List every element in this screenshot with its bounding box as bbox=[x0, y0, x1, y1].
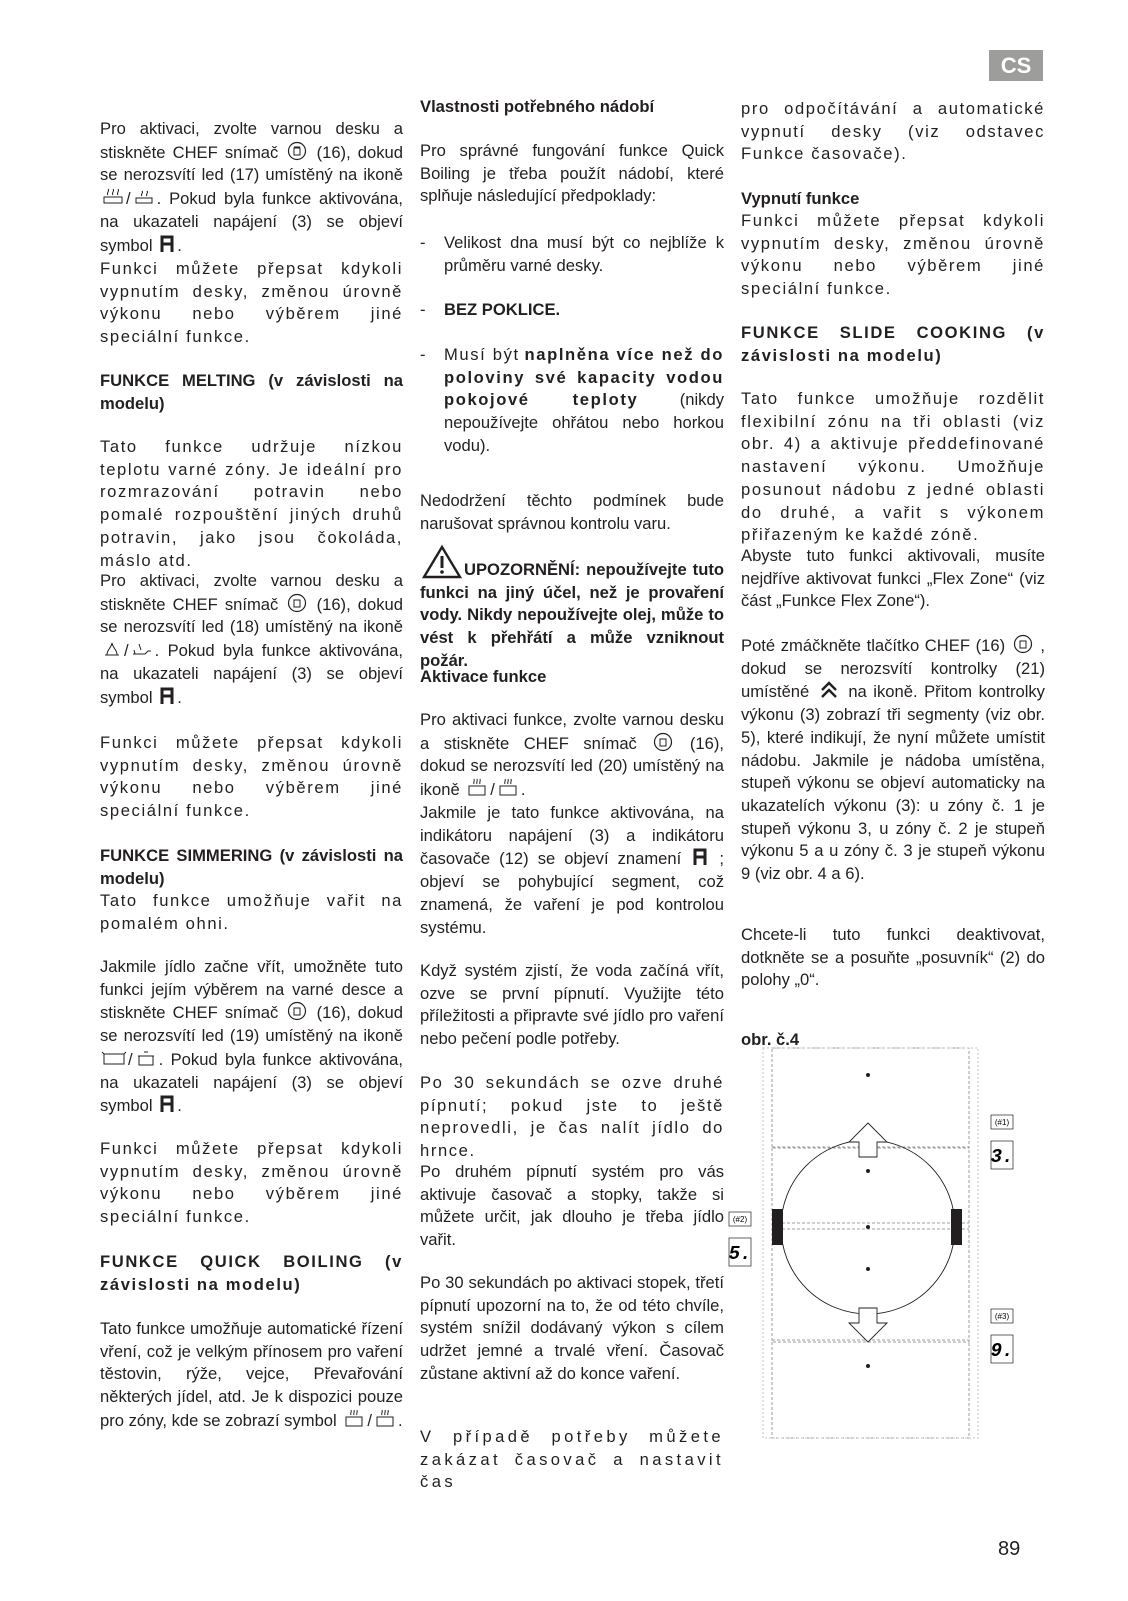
paragraph: Pro správné fungování funkce Quick Boiling je třeba použít nádobí, které splňuje následující předpoklady: bbox=[420, 141, 724, 206]
list-item: - Velikost dna musí být co nejblíže k průměru varné desky. bbox=[420, 233, 724, 275]
zone-2-value: 5. bbox=[728, 1243, 752, 1265]
paragraph: Pro aktivaci funkce, zvolte varnou desku a stiskněte CHEF snímač (16), dokud se nerozsvítí led (20) umístěný na ikoně / . bbox=[420, 710, 724, 800]
list-item: - BEZ POKLICE. bbox=[420, 300, 561, 319]
list-item: - Musí být naplněna více než do poloviny své kapacity vodou pokojové teploty (nikdy nepoužívejte ohřátou nebo horkou vodu). bbox=[420, 345, 724, 455]
zone-1-value: 3. bbox=[990, 1146, 1014, 1168]
chef-sensor-icon bbox=[653, 732, 673, 752]
heading-aktivace: Aktivace funkce bbox=[420, 667, 547, 686]
paragraph: V případě potřeby můžete zakázat časovač a nastavit čas bbox=[420, 1427, 724, 1492]
heading-slide-cooking: FUNKCE SLIDE COOKING (v závislosti na modelu) bbox=[741, 323, 1045, 365]
melting-pan-icon bbox=[131, 639, 153, 659]
heading-vypnuti: Vypnutí funkce bbox=[741, 189, 860, 208]
slide-cooking-diagram bbox=[728, 1047, 1035, 1452]
melting-icon bbox=[102, 639, 122, 659]
paragraph: Tato funkce udržuje nízkou teplotu varné zóny. Je ideální pro rozmrazování potravin nebo pomalé rozpouštění jiných druhů potravin, jako jsou čokoláda, máslo atd. bbox=[100, 437, 403, 570]
paragraph: Pro aktivaci, zvolte varnou desku a stiskněte CHEF snímač (16), dokud se nerozsvítí led (17) umístěný na ikoně / . Pokud byla funkce aktivována, na ukazateli napájení (3) se objeví symbol . bbox=[100, 119, 403, 255]
paragraph: Po 30 sekundách se ozve druhé pípnutí; pokud jste to ještě neprovedli, je čas nalít jídlo do hrnce. bbox=[420, 1073, 724, 1161]
paragraph: Tato funkce umožňuje vařit na pomalém ohni. bbox=[100, 891, 403, 933]
paragraph: Pro aktivaci, zvolte varnou desku a stiskněte CHEF snímač (16), dokud se nerozsvítí led (18) umístěný na ikoně / . Pokud byla funkce aktivována, na ukazateli napájení (3) se objeví symbol . bbox=[100, 571, 403, 707]
heading-melting: FUNKCE MELTING (v závislosti na modelu) bbox=[100, 371, 403, 413]
quick-boil-icon bbox=[102, 187, 124, 207]
quick-boil-icon bbox=[466, 778, 488, 798]
warning: UPOZORNĚNÍ: nepoužívejte tuto funkci na jiný účel, než je provaření vody. Nikdy nepoužívejte olej, může to vést k přehřátí a může vzniknout požár. bbox=[420, 545, 724, 673]
chef-sensor-icon bbox=[287, 141, 307, 161]
paragraph: Funkci můžete přepsat kdykoli vypnutím desky, změnou úrovně výkonu nebo výběrem jiné speciální funkce. bbox=[100, 1139, 403, 1227]
paragraph: Chcete-li tuto funkci deaktivovat, dotkněte se a posuňte „posuvník“ (2) do polohy „0“. bbox=[741, 925, 1045, 990]
chef-sensor-icon bbox=[287, 593, 307, 613]
heading-simmering: FUNKCE SIMMERING (v závislosti na modelu) bbox=[100, 846, 403, 888]
zone-2-label: (#2) bbox=[732, 1215, 748, 1224]
paragraph: pro odpočítávání a automatické vypnutí desky (viz odstavec Funkce časovače). bbox=[741, 99, 1045, 164]
simmer-pot-icon bbox=[135, 1048, 157, 1068]
A-symbol-icon bbox=[159, 234, 175, 254]
A-symbol-icon bbox=[159, 1094, 175, 1114]
page-number: 89 bbox=[998, 1538, 1021, 1560]
paragraph: Nedodržení těchto podmínek bude narušovat správnou kontrolu varu. bbox=[420, 491, 724, 533]
paragraph: Po druhém pípnutí systém pro vás aktivuje časovač a stopky, takže si můžete určit, jak dlouho je třeba jídlo vařit. bbox=[420, 1162, 724, 1250]
A-symbol-icon bbox=[692, 847, 708, 867]
paragraph: Jakmile je tato funkce aktivována, na indikátoru napájení (3) a indikátoru časovače (12) se objeví znamení ; objeví se pohybující segment, což znamená, že vaření je pod kontrolou systému. bbox=[420, 803, 724, 937]
quick-boil-icon bbox=[497, 778, 519, 798]
pot-handle-right bbox=[951, 1209, 962, 1245]
paragraph: Tato funkce umožňuje automatické řízení vření, což je velkým přínosem pro vaření těstovin, rýže, vejce, Převařování některých jídel, atd. Je k dispozici pouze pro zóny, kde se zobrazí symbol / . bbox=[100, 1319, 403, 1430]
pot-handle-left bbox=[772, 1209, 783, 1245]
arrow-up bbox=[849, 1123, 887, 1157]
heading-quick-boiling: FUNKCE QUICK BOILING (v závislosti na modelu) bbox=[100, 1252, 403, 1294]
warning-triangle-icon bbox=[422, 545, 462, 579]
chef-sensor-icon bbox=[1013, 634, 1033, 654]
simmer-pan-icon bbox=[102, 1048, 126, 1068]
heading-vlastnosti: Vlastnosti potřebného nádobí bbox=[420, 97, 655, 116]
slide-chevron-icon bbox=[818, 680, 840, 700]
chef-sensor-icon bbox=[287, 1001, 307, 1021]
paragraph: Funkci můžete přepsat kdykoli vypnutím desky, změnou úrovně výkonu nebo výběrem jiné speciální funkce. bbox=[100, 259, 403, 347]
paragraph: Funkci můžete přepsat kdykoli vypnutím desky, změnou úrovně výkonu nebo výběrem jiné speciální funkce. bbox=[741, 211, 1045, 299]
figure-label: obr. č.4 bbox=[741, 1030, 800, 1049]
quick-boil-icon bbox=[343, 1409, 365, 1429]
zone-3-label: (#3) bbox=[994, 1312, 1010, 1321]
language-tab: CS bbox=[989, 50, 1043, 81]
zone-3-value: 9. bbox=[990, 1340, 1014, 1362]
zone-3-area bbox=[772, 1340, 969, 1438]
paragraph: Abyste tuto funkci aktivovali, musíte nejdříve aktivovat funkci „Flex Zone“ (viz část „Funkce Flex Zone“). bbox=[741, 546, 1045, 611]
paragraph: Po 30 sekundách po aktivaci stopek, třetí pípnutí upozorní na to, že od této chvíle, systém snížil dodávaný výkon s cílem udržet jemné a trvalé vření. Časovač zůstane aktivní až do konce vaření. bbox=[420, 1273, 724, 1383]
paragraph: Poté zmáčkněte tlačítko CHEF (16) , dokud se nerozsvítí kontrolky (21) umístěné na ikoně. Přitom kontrolky výkonu (3) zobrazí tři segmenty (viz obr. 5), které indikují, že nyní můžete umístit nádobu. Jakmile je nádoba umístěna, stupeň výkonu se objeví automaticky na ukazatelích výkonu (3): u zóny č. 1 je stupeň výkonu 3, u zóny č. 2 je stupeň výkonu 5 a u zóny č. 3 je stupeň výkonu 9 (viz obr. 4 a 6). bbox=[741, 636, 1045, 884]
A-symbol-icon bbox=[159, 686, 175, 706]
zone-1-label: (#1) bbox=[994, 1118, 1010, 1127]
pot-icon bbox=[133, 187, 155, 207]
paragraph: Jakmile jídlo začne vřít, umožněte tuto funkci jejím výběrem na varné desce a stiskněte CHEF snímač (16), dokud se nerozsvítí led (19) umístěný na ikoně / . Pokud byla funkce aktivována, na ukazateli napájení (3) se objeví symbol . bbox=[100, 957, 403, 1116]
paragraph: Když systém zjistí, že voda začíná vřít, ozve se první pípnutí. Využijte této příležitosti a připravte své jídlo pro vaření nebo pečení podle potřeby. bbox=[420, 961, 724, 1049]
paragraph: Funkci můžete přepsat kdykoli vypnutím desky, změnou úrovně výkonu nebo výběrem jiné speciální funkce. bbox=[100, 733, 403, 821]
paragraph: Tato funkce umožňuje rozdělit flexibilní zónu na tři oblasti (viz obr. 4) a aktivuje předdefinované nastavení výkonu. Umožňuje posunout nádobu z jedné oblasti do druhé, a vařit s výkonem přiřazeným ke každé zóně. bbox=[741, 389, 1045, 545]
quick-boil-icon bbox=[374, 1409, 396, 1429]
